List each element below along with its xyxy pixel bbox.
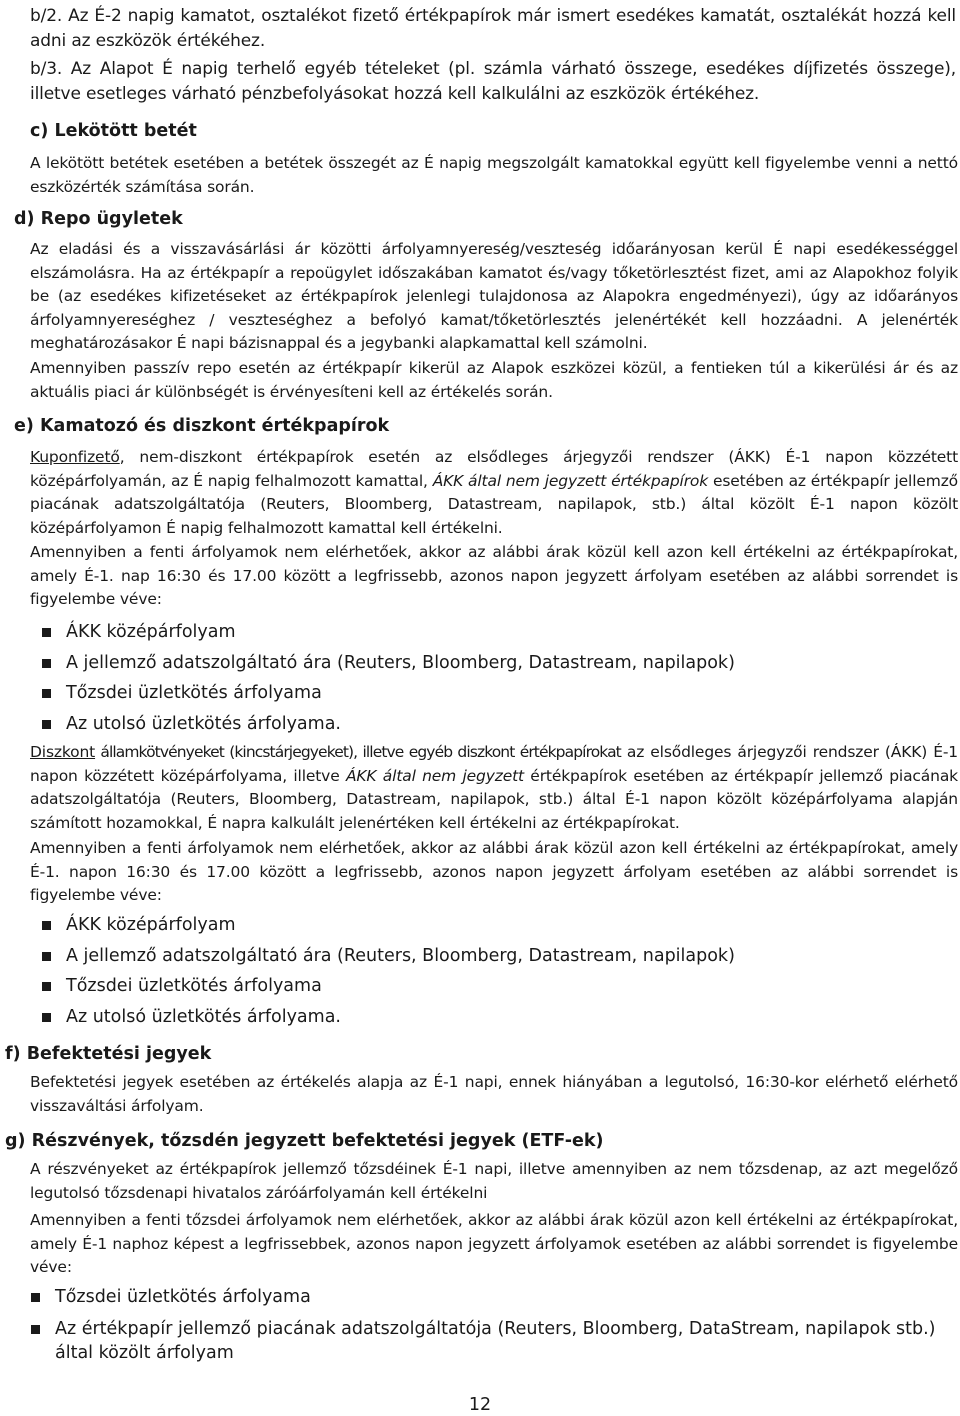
- bullet-list-3: [31, 1285, 959, 1365]
- paragraph-g-1: A részvényeket az értékpapírok jellemző tőzsdéinek É-1 napi, illetve amennyiben az nem tőzsdenap, az azt megelőző legutolsó tőzsdenapi hivatalos záróárfolyamán kell értékelni: [30, 1160, 958, 1202]
- square-bullet-icon: [42, 1013, 51, 1022]
- square-bullet-icon: [42, 921, 51, 930]
- square-bullet-icon: [42, 659, 51, 668]
- list-item: ÁKK középárfolyam: [42, 913, 735, 937]
- term-kuponfizeto: Kuponfizető: [30, 448, 120, 466]
- paragraph-fallback-1: Amennyiben a fenti árfolyamok nem elérhetőek, akkor az alábbi árak közül kell azon kell értékelni az értékpapírokat, amely É-1. nap 16:30 és 17.00 között a legfrissebb, azonos napon jegyzett árfolyam esetében az alábbi sorrendet is figyelembe véve:: [30, 543, 958, 608]
- paragraph-d-2: Amennyiben passzív repo esetén az értékpapír kikerül az Alapok eszközei közül, a fentieken túl a kikerülési ár és az aktuális piaci ár különbségét is érvényesíteni kell az értékelés során.: [30, 359, 958, 401]
- paragraph-d-1: Az eladási és a visszavásárlási ár közötti árfolyamnyereség/veszteség időarányosan kerül É napi esedékességgel elszámolásra. Ha az értékpapír a repoügylet időszakában kamatot és/vagy tőketörlesztést fizet, ami az Alapokhoz folyik be (az esedékes kifizetéseket az értékpapírok jelenlegi tulajdonosa az Alapokra engedményezi), úgy az időarányos árfolyamnyereséghez / veszteséghez a befolyó kamat/tőketörlesztés jelenértékét kell hozzáadni. A jelenérték meghatározásakor É napi bázisnappal és a jegybanki alapkamattal kell számolni.: [30, 240, 958, 352]
- list-item: Az utolsó üzletkötés árfolyama.: [42, 712, 735, 736]
- paragraph-fallback-2: Amennyiben a fenti árfolyamok nem elérhetőek, akkor az alábbi árak közül azon kell értékelni az értékpapírokat, amely É-1. napon 16:30 és 17.00 között a legfrissebb, azonos napon jegyzett árfolyam esetében az alábbi sorrendet is figyelembe véve:: [30, 839, 958, 904]
- heading-c: c) Lekötött betét: [30, 121, 197, 141]
- paragraph-diszkont: Diszkont államkötvényeket (kincstárjegyeket), illetve egyéb diszkont értékpapírokat az elsődleges árjegyzői rendszer (ÁKK) É-1 napon közzétett középárfolyama, illetve ÁKK által nem jegyzett értékpapírok esetében az értékpapír jellemző piacának adatszolgáltatója (Reuters, Bloomberg, Datastream, napilapok, stb.) által É-1 napon közölt középárfolyama alapján számított hozamokkal, É napra kalkulált jelenértéken kell értékelni az értékpapírokat.: [30, 743, 958, 832]
- bullet-list-2: [42, 913, 735, 1029]
- heading-d: d) Repo ügyletek: [14, 209, 183, 229]
- list-item: A jellemző adatszolgáltató ára (Reuters, Bloomberg, Datastream, napilapok): [42, 651, 735, 675]
- paragraph-f: Befektetési jegyek esetében az értékelés alapja az É-1 napi, ennek hiányában a legutolsó, 16:30-kor elérhető elérhető visszaváltási árfolyam.: [30, 1073, 958, 1115]
- heading-f: f) Befektetési jegyek: [5, 1044, 212, 1064]
- list-item: Tőzsdei üzletkötés árfolyama: [31, 1285, 959, 1309]
- list-item: A jellemző adatszolgáltató ára (Reuters, Bloomberg, Datastream, napilapok): [42, 944, 735, 968]
- term-diszkont: Diszkont: [30, 743, 96, 761]
- square-bullet-icon: [42, 720, 51, 729]
- heading-e: e) Kamatozó és diszkont értékpapírok: [14, 416, 390, 436]
- list-item: Az értékpapír jellemző piacának adatszolgáltatója (Reuters, Bloomberg, DataStream, napilapok stb.) által közölt árfolyam: [31, 1317, 959, 1365]
- square-bullet-icon: [42, 628, 51, 637]
- heading-g: g) Részvények, tőzsdén jegyzett befektetési jegyek (ETF-ek): [5, 1131, 604, 1151]
- bullet-list-1: [42, 620, 735, 736]
- list-item: ÁKK középárfolyam: [42, 620, 735, 644]
- paragraph-b2: b/2. Az É-2 napig kamatot, osztalékot fizető értékpapírok már ismert esedékes kamatát, osztalékát hozzá kell adni az eszközök értékéhez.: [30, 6, 956, 51]
- list-item: Tőzsdei üzletkötés árfolyama: [42, 681, 735, 705]
- paragraph-kuponfizeto: Kuponfizető, nem-diszkont értékpapírok esetén az elsődleges árjegyzői rendszer (ÁKK) É-1 napon közzétett középárfolyamán, az É napig felhalmozott kamattal, ÁKK által nem jegyzett értékpapírok esetében az értékpapír jellemző piacának adatszolgáltatója (Reuters, Bloomberg, Datastream, napilapok, stb.) által közölt É-1 napon közölt középárfolyamon É napig felhalmozott kamattal kell értékelni.: [30, 448, 959, 537]
- list-item: Az utolsó üzletkötés árfolyama.: [42, 1005, 735, 1029]
- square-bullet-icon: [31, 1293, 40, 1302]
- paragraph-g-2: Amennyiben a fenti tőzsdei árfolyamok nem elérhetőek, akkor az alábbi árak közül azon kell értékelni az értékpapírokat, amely É-1 naphoz képest a legfrissebbek, azonos napon jegyzett árfolyamok esetében az alábbi sorrendet is figyelembe véve:: [30, 1211, 958, 1276]
- square-bullet-icon: [42, 982, 51, 991]
- square-bullet-icon: [42, 689, 51, 698]
- list-item: Tőzsdei üzletkötés árfolyama: [42, 974, 735, 998]
- square-bullet-icon: [42, 952, 51, 961]
- paragraph-c: A lekötött betétek esetében a betétek összegét az É napig megszolgált kamatokkal együtt kell figyelembe venni a nettó eszközérték számítása során.: [30, 154, 958, 196]
- page-number: 12: [468, 1395, 492, 1415]
- paragraph-b3: b/3. Az Alapot É napig terhelő egyéb tételeket (pl. számla várható összege, esedékes díjfizetés összege), illetve esetleges várható pénzbefolyásokat hozzá kell kalkulálni az eszközök értékéhez.: [30, 59, 956, 104]
- square-bullet-icon: [31, 1325, 40, 1334]
